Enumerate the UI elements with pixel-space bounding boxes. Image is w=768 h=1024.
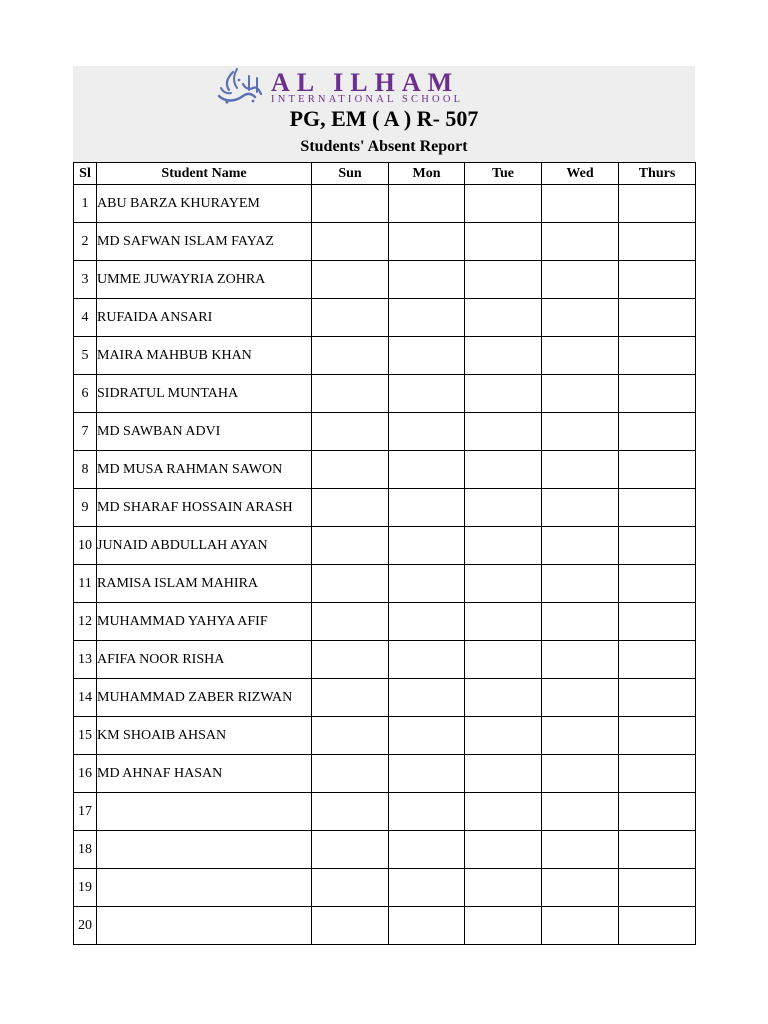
table-row (74, 565, 696, 603)
serial-number-cell: 18 (74, 831, 97, 869)
absent-cell-mon (389, 299, 465, 337)
student-name-cell: MD SAFWAN ISLAM FAYAZ (97, 223, 312, 261)
table-row (74, 337, 696, 375)
absent-cell-sun (312, 565, 389, 603)
absent-cell-wed (542, 565, 619, 603)
absent-cell-sun (312, 185, 389, 223)
absent-cell-thurs (619, 223, 696, 261)
absent-cell-wed (542, 413, 619, 451)
student-name-cell: RUFAIDA ANSARI (97, 299, 312, 337)
table-row (74, 907, 696, 945)
student-name-cell: ABU BARZA KHURAYEM (97, 185, 312, 223)
table-row (74, 641, 696, 679)
absent-cell-sun (312, 869, 389, 907)
absent-cell-sun (312, 907, 389, 945)
absent-cell-sun (312, 679, 389, 717)
absent-cell-wed (542, 793, 619, 831)
absent-cell-thurs (619, 527, 696, 565)
student-name-cell: MD MUSA RAHMAN SAWON (97, 451, 312, 489)
serial-number-cell: 20 (74, 907, 97, 945)
serial-number-cell: 17 (74, 793, 97, 831)
absent-cell-thurs (619, 413, 696, 451)
absent-cell-tue (465, 413, 542, 451)
serial-number-cell: 14 (74, 679, 97, 717)
absent-cell-mon (389, 185, 465, 223)
serial-number-cell: 9 (74, 489, 97, 527)
absent-cell-mon (389, 261, 465, 299)
absent-cell-wed (542, 869, 619, 907)
absent-cell-wed (542, 489, 619, 527)
absent-cell-wed (542, 261, 619, 299)
serial-number-cell: 4 (74, 299, 97, 337)
student-name-cell: MUHAMMAD YAHYA AFIF (97, 603, 312, 641)
absent-cell-tue (465, 489, 542, 527)
serial-number-cell: 12 (74, 603, 97, 641)
absent-cell-wed (542, 755, 619, 793)
student-name-cell: MAIRA MAHBUB KHAN (97, 337, 312, 375)
table-row (74, 489, 696, 527)
absent-cell-sun (312, 413, 389, 451)
absent-cell-sun (312, 831, 389, 869)
serial-number-cell: 5 (74, 337, 97, 375)
absent-cell-mon (389, 603, 465, 641)
absent-cell-thurs (619, 375, 696, 413)
absent-cell-tue (465, 603, 542, 641)
absent-cell-thurs (619, 489, 696, 527)
absent-cell-sun (312, 375, 389, 413)
absent-cell-tue (465, 565, 542, 603)
absent-cell-wed (542, 717, 619, 755)
table-header-row (74, 163, 696, 185)
absent-cell-thurs (619, 755, 696, 793)
absent-cell-mon (389, 337, 465, 375)
serial-number-cell: 15 (74, 717, 97, 755)
student-name-cell: RAMISA ISLAM MAHIRA (97, 565, 312, 603)
column-header-sun: Sun (312, 163, 389, 185)
absent-cell-tue (465, 451, 542, 489)
absent-cell-wed (542, 679, 619, 717)
table-body (74, 185, 696, 945)
absent-cell-sun (312, 337, 389, 375)
absent-cell-tue (465, 717, 542, 755)
absent-cell-mon (389, 679, 465, 717)
absent-cell-wed (542, 185, 619, 223)
absent-cell-thurs (619, 793, 696, 831)
table-row (74, 413, 696, 451)
table-row (74, 299, 696, 337)
serial-number-cell: 7 (74, 413, 97, 451)
absent-cell-tue (465, 261, 542, 299)
absent-cell-sun (312, 223, 389, 261)
student-name-cell (97, 907, 312, 945)
absent-cell-tue (465, 299, 542, 337)
page-title: PG, EM ( A ) R- 507 (289, 106, 479, 131)
table-row (74, 717, 696, 755)
absent-cell-wed (542, 337, 619, 375)
table-row (74, 679, 696, 717)
student-name-cell: SIDRATUL MUNTAHA (97, 375, 312, 413)
absent-cell-wed (542, 299, 619, 337)
calligraphy-logo-icon (213, 66, 267, 106)
absent-cell-thurs (619, 337, 696, 375)
absent-cell-mon (389, 565, 465, 603)
absent-cell-thurs (619, 679, 696, 717)
column-header-sl: Sl (74, 163, 97, 185)
absent-cell-thurs (619, 603, 696, 641)
serial-number-cell: 11 (74, 565, 97, 603)
student-name-cell: MD SHARAF HOSSAIN ARASH (97, 489, 312, 527)
absent-cell-sun (312, 299, 389, 337)
absent-cell-wed (542, 641, 619, 679)
absent-cell-thurs (619, 261, 696, 299)
column-header-mon: Mon (389, 163, 465, 185)
table-row (74, 375, 696, 413)
absent-cell-wed (542, 831, 619, 869)
absent-cell-thurs (619, 869, 696, 907)
student-name-cell: MD AHNAF HASAN (97, 755, 312, 793)
absent-cell-wed (542, 907, 619, 945)
absent-cell-sun (312, 717, 389, 755)
column-header-tue: Tue (465, 163, 542, 185)
serial-number-cell: 10 (74, 527, 97, 565)
absent-cell-mon (389, 413, 465, 451)
serial-number-cell: 1 (74, 185, 97, 223)
absent-cell-sun (312, 527, 389, 565)
student-name-cell: JUNAID ABDULLAH AYAN (97, 527, 312, 565)
table-row (74, 451, 696, 489)
table-row (74, 755, 696, 793)
absent-cell-sun (312, 489, 389, 527)
column-header-student-name: Student Name (97, 163, 312, 185)
absent-cell-sun (312, 793, 389, 831)
column-header-thurs: Thurs (619, 163, 696, 185)
serial-number-cell: 8 (74, 451, 97, 489)
student-name-cell: MUHAMMAD ZABER RIZWAN (97, 679, 312, 717)
absent-cell-wed (542, 603, 619, 641)
absent-cell-tue (465, 679, 542, 717)
absent-cell-mon (389, 907, 465, 945)
absent-cell-thurs (619, 565, 696, 603)
absent-cell-thurs (619, 831, 696, 869)
table-row (74, 185, 696, 223)
absent-cell-tue (465, 223, 542, 261)
absent-cell-mon (389, 223, 465, 261)
student-name-cell: MD SAWBAN ADVI (97, 413, 312, 451)
absent-cell-mon (389, 793, 465, 831)
absent-cell-sun (312, 261, 389, 299)
school-logo (213, 66, 523, 106)
table-row (74, 223, 696, 261)
serial-number-cell: 19 (74, 869, 97, 907)
absent-cell-tue (465, 185, 542, 223)
absent-cell-thurs (619, 717, 696, 755)
absent-cell-tue (465, 793, 542, 831)
column-header-wed: Wed (542, 163, 619, 185)
absent-report-table (73, 162, 696, 945)
absent-cell-tue (465, 527, 542, 565)
absent-cell-mon (389, 831, 465, 869)
absent-cell-sun (312, 603, 389, 641)
student-name-cell (97, 831, 312, 869)
absent-cell-thurs (619, 641, 696, 679)
table-row (74, 527, 696, 565)
serial-number-cell: 2 (74, 223, 97, 261)
absent-cell-mon (389, 489, 465, 527)
logo-name: AL ILHAM (271, 68, 460, 97)
absent-cell-mon (389, 869, 465, 907)
absent-cell-wed (542, 223, 619, 261)
table-row (74, 603, 696, 641)
student-name-cell (97, 869, 312, 907)
absent-cell-thurs (619, 907, 696, 945)
absent-cell-tue (465, 755, 542, 793)
absent-cell-thurs (619, 299, 696, 337)
absent-cell-mon (389, 451, 465, 489)
absent-cell-sun (312, 451, 389, 489)
absent-cell-mon (389, 717, 465, 755)
table-row (74, 831, 696, 869)
serial-number-cell: 16 (74, 755, 97, 793)
absent-cell-thurs (619, 451, 696, 489)
absent-cell-wed (542, 451, 619, 489)
absent-cell-tue (465, 641, 542, 679)
student-name-cell: AFIFA NOOR RISHA (97, 641, 312, 679)
serial-number-cell: 3 (74, 261, 97, 299)
table-row (74, 869, 696, 907)
student-name-cell (97, 793, 312, 831)
report-title: Students' Absent Report (300, 138, 468, 155)
absent-cell-mon (389, 755, 465, 793)
table-row (74, 793, 696, 831)
student-name-cell: UMME JUWAYRIA ZOHRA (97, 261, 312, 299)
serial-number-cell: 6 (74, 375, 97, 413)
absent-cell-wed (542, 527, 619, 565)
absent-cell-mon (389, 641, 465, 679)
absent-cell-wed (542, 375, 619, 413)
absent-cell-tue (465, 869, 542, 907)
student-name-cell: KM SHOAIB AHSAN (97, 717, 312, 755)
absent-cell-sun (312, 641, 389, 679)
absent-cell-tue (465, 831, 542, 869)
absent-cell-tue (465, 337, 542, 375)
absent-cell-mon (389, 527, 465, 565)
absent-cell-sun (312, 755, 389, 793)
table-row (74, 261, 696, 299)
serial-number-cell: 13 (74, 641, 97, 679)
absent-cell-mon (389, 375, 465, 413)
absent-cell-thurs (619, 185, 696, 223)
absent-cell-tue (465, 907, 542, 945)
absent-cell-tue (465, 375, 542, 413)
logo-subtitle: INTERNATIONAL SCHOOL (271, 94, 464, 105)
